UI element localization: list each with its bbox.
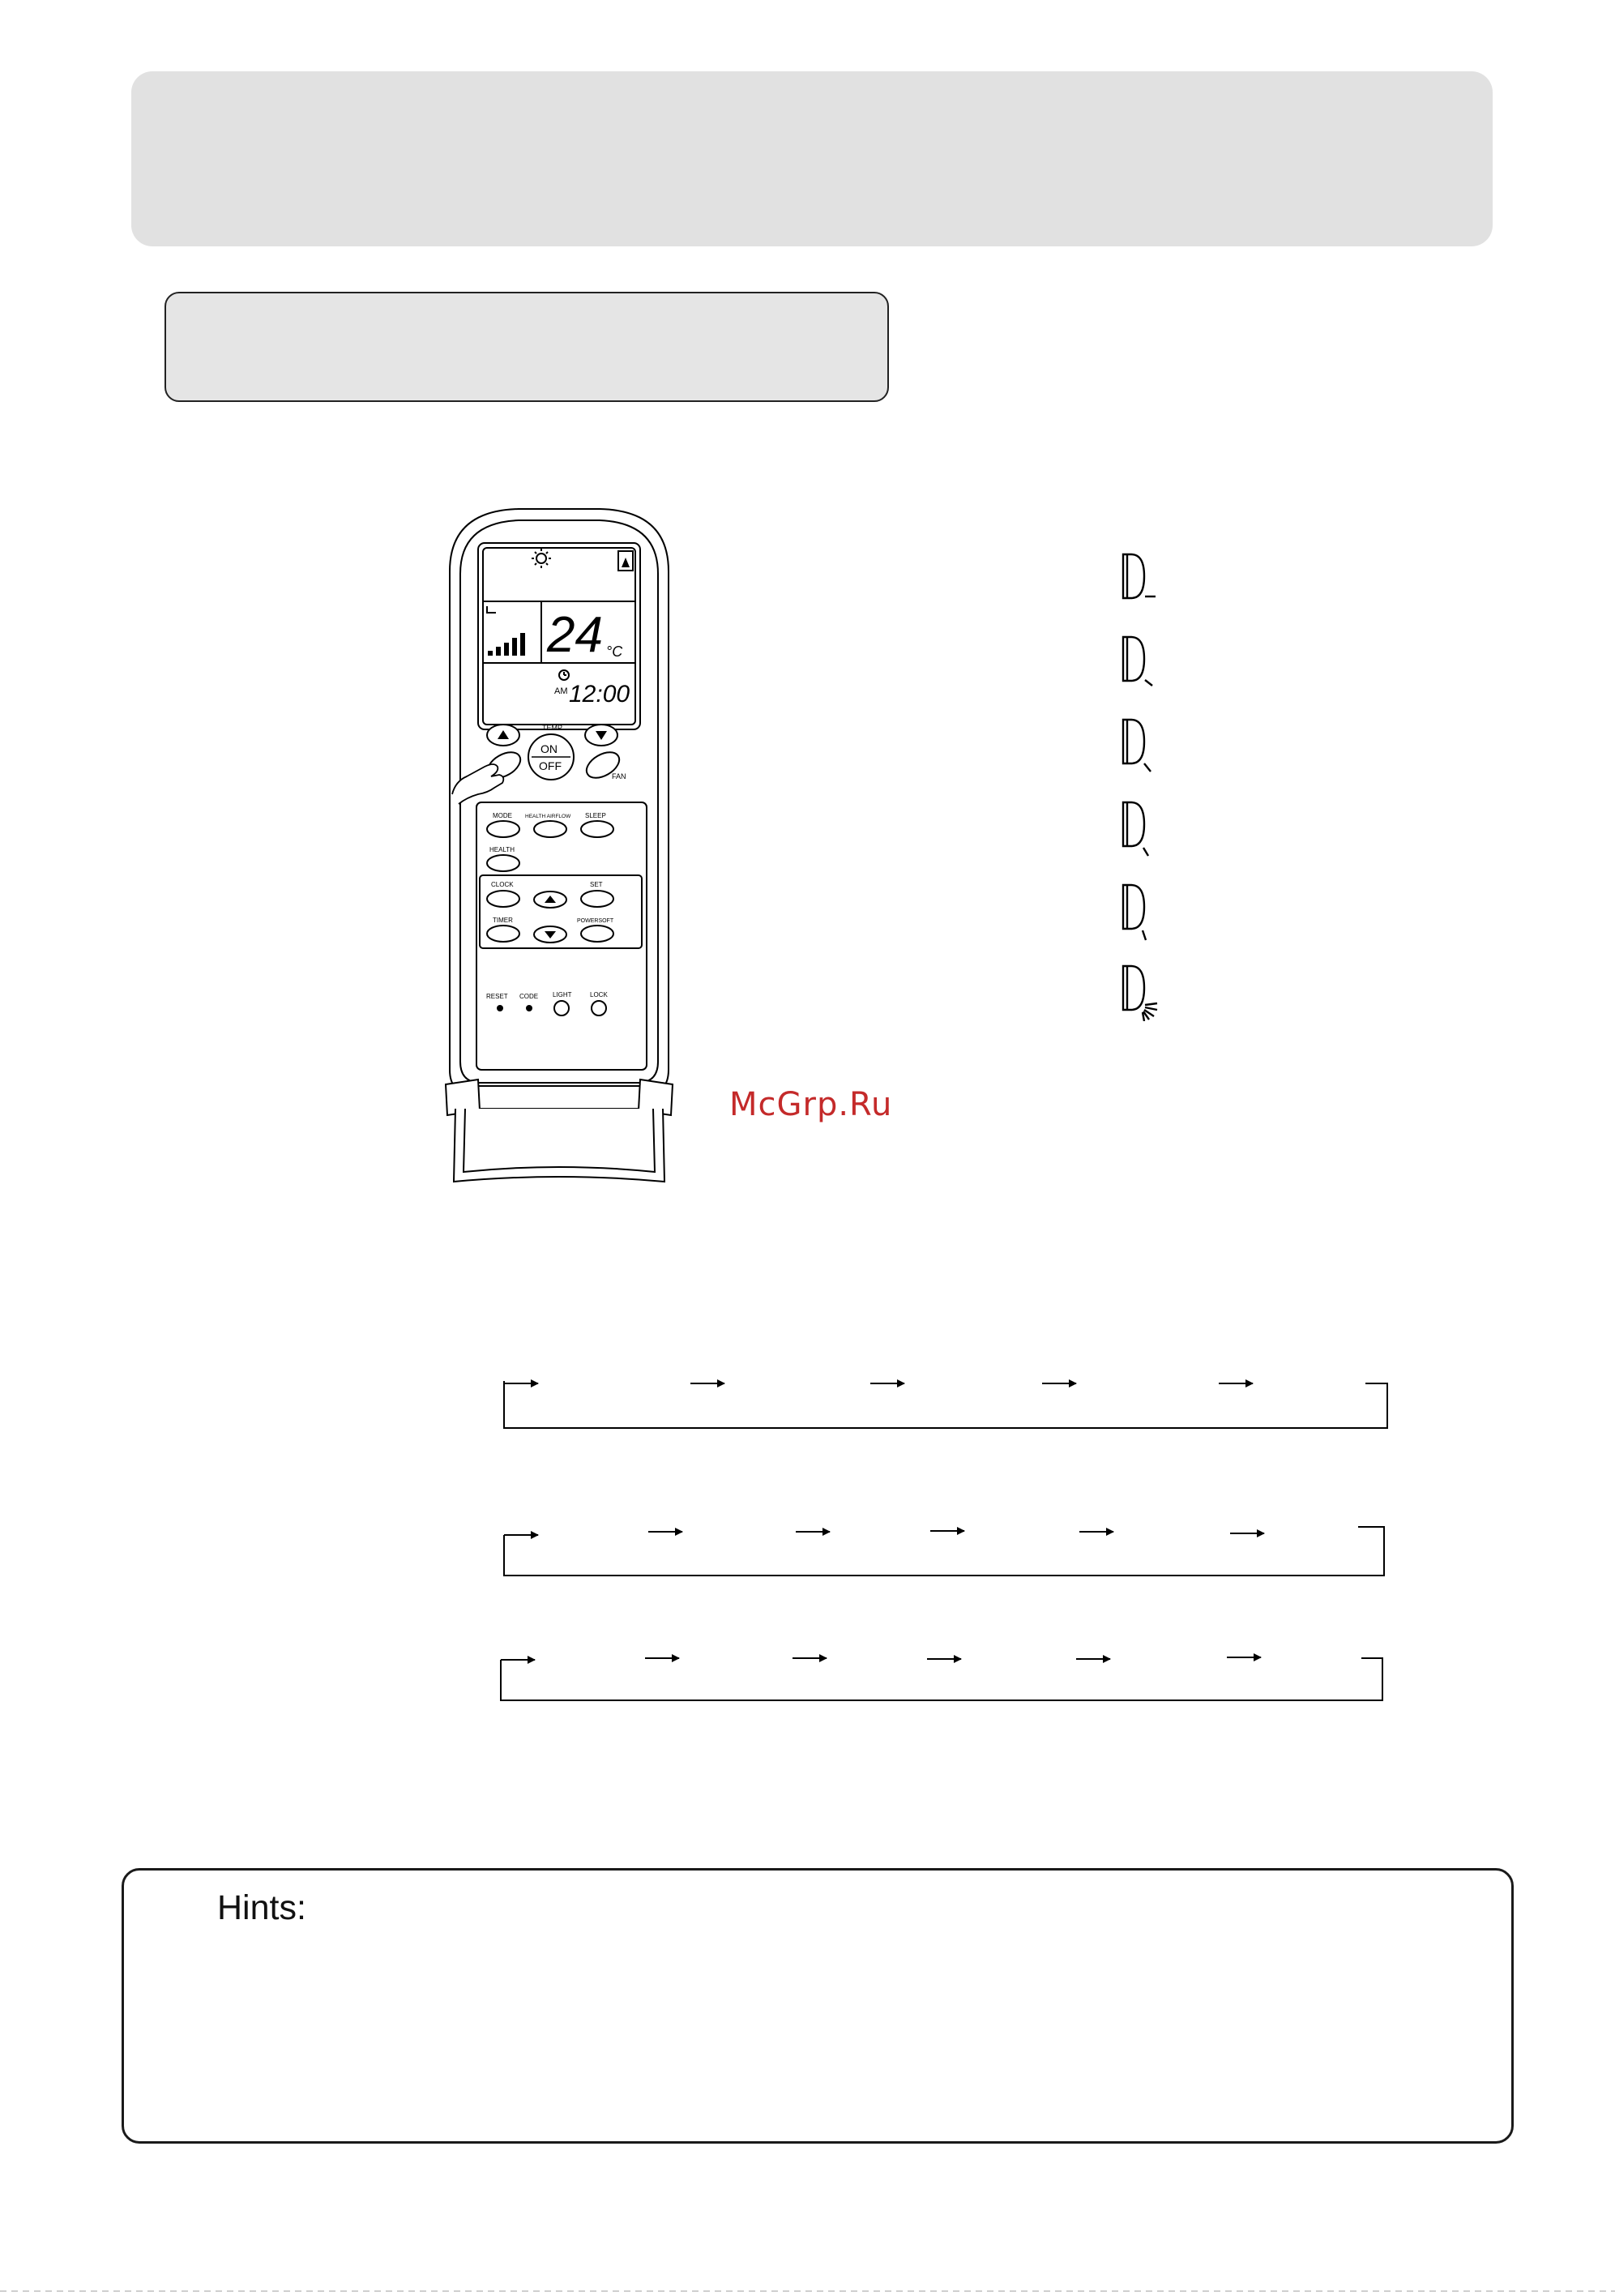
clock-value: 12:00 xyxy=(569,681,630,708)
off-label: OFF xyxy=(539,759,562,772)
mode-button[interactable] xyxy=(487,821,519,837)
hints-box xyxy=(122,1868,1514,2144)
louver-down-icon xyxy=(1123,720,1151,772)
health-airflow-button[interactable] xyxy=(534,821,566,837)
sequence-1-diagram xyxy=(486,1362,1402,1434)
header-band xyxy=(131,71,1493,246)
mode-label: MODE xyxy=(493,812,512,819)
clock-button[interactable] xyxy=(487,891,519,907)
hints-title: Hints: xyxy=(217,1888,306,1927)
temp-label: TEMP xyxy=(542,724,563,732)
health-label: HEALTH xyxy=(489,846,515,853)
powersoft-button[interactable] xyxy=(581,926,613,942)
temp-unit: °C xyxy=(606,643,623,660)
temp-value: 24 xyxy=(547,607,603,663)
watermark: McGrp.Ru xyxy=(729,1086,893,1123)
lock-label: LOCK xyxy=(590,991,608,998)
set-button[interactable] xyxy=(581,891,613,907)
louver-horizontal-icon xyxy=(1123,554,1156,598)
louver-lower-icon xyxy=(1123,802,1148,856)
louver-lowest-icon xyxy=(1123,885,1146,940)
light-label: LIGHT xyxy=(553,991,572,998)
code-hole[interactable] xyxy=(526,1005,532,1011)
health-button[interactable] xyxy=(487,855,519,871)
lock-button[interactable] xyxy=(592,1001,606,1015)
reset-label: RESET xyxy=(486,993,508,1000)
reset-hole[interactable] xyxy=(497,1005,503,1011)
timer-button[interactable] xyxy=(487,926,519,942)
health-airflow-label: HEALTH AIRFLOW xyxy=(525,814,571,819)
louver-positions xyxy=(1110,551,1191,1021)
set-label: SET xyxy=(590,881,603,888)
clock-label: CLOCK xyxy=(491,881,514,888)
powersoft-label: POWERSOFT xyxy=(577,918,614,924)
louver-swing-icon xyxy=(1123,966,1157,1021)
section-title-box xyxy=(164,292,889,402)
sequence-2-diagram xyxy=(486,1509,1402,1582)
remote-control xyxy=(438,502,681,1191)
sleep-label: SLEEP xyxy=(585,812,606,819)
code-label: CODE xyxy=(519,993,539,1000)
bottom-rule xyxy=(0,2290,1615,2292)
am-label: AM xyxy=(554,686,568,696)
light-button[interactable] xyxy=(554,1001,569,1015)
sleep-button[interactable] xyxy=(581,821,613,837)
fan-label: FAN xyxy=(612,772,626,780)
louver-slight-down-icon xyxy=(1123,637,1152,686)
on-label: ON xyxy=(540,742,558,755)
sequence-3-diagram xyxy=(483,1634,1399,1707)
timer-label: TIMER xyxy=(493,917,513,924)
